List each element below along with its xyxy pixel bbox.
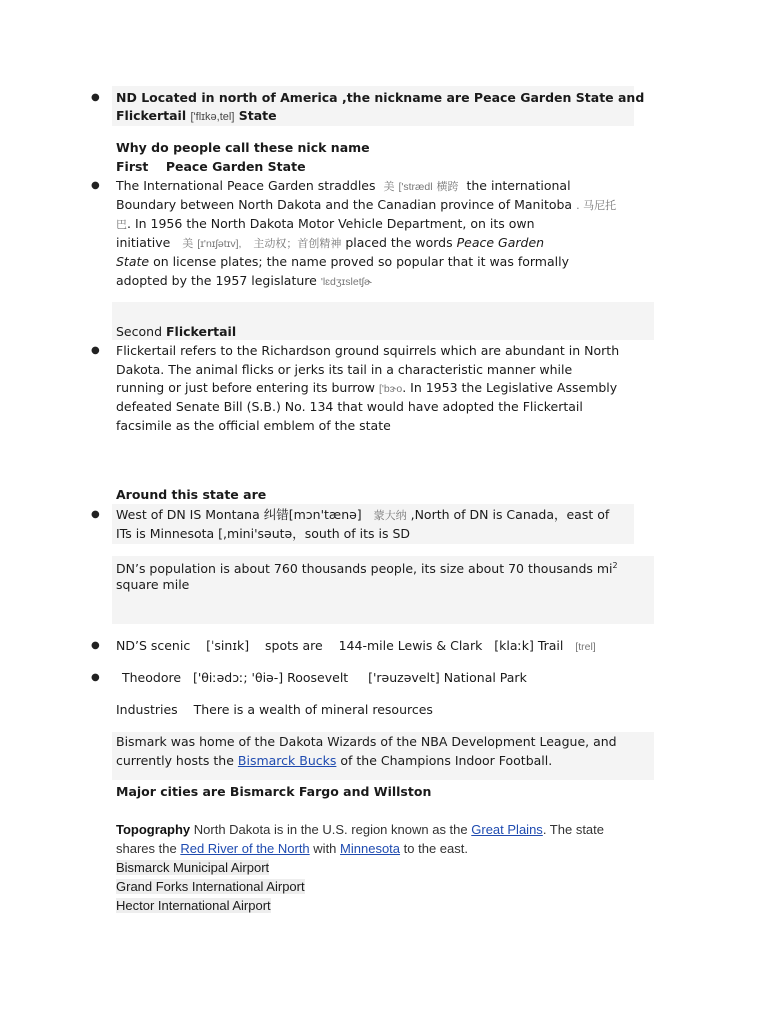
major-cities: Major cities are Bismarck Fargo and Willston xyxy=(116,784,432,799)
flicker-line-3 xyxy=(116,378,617,399)
industries-line xyxy=(116,700,433,719)
flicker-line-2: Dakota. The animal flicks or jerks its tail in a characteristic manner while xyxy=(116,362,573,377)
roosevelt-text: National Park xyxy=(443,670,527,685)
topography-label: Topography xyxy=(116,822,191,837)
scenic-text: ND’S scenic xyxy=(116,638,191,653)
peace-text: The International Peace Garden straddles xyxy=(116,178,376,193)
bullet: ● xyxy=(91,509,100,520)
airport-item xyxy=(116,896,271,915)
phonetic: ['strædl xyxy=(398,181,433,193)
peace-line-1 xyxy=(116,176,571,197)
peace-text: Boundary between North Dakota and the Canadian province of Manitoba xyxy=(116,197,573,212)
peace-text: placed the words xyxy=(345,235,453,250)
peace-text: initiative xyxy=(116,235,171,250)
bullet: ● xyxy=(91,672,100,683)
population-line-2: square mile xyxy=(116,577,190,592)
industries-text: There is a wealth of mineral resources xyxy=(193,702,433,717)
cn-gloss: 主动权；首创精神 xyxy=(253,237,342,250)
great-plains-link[interactable]: Great Plains xyxy=(471,822,543,837)
airport-name: Hector International Airport xyxy=(116,898,271,913)
phonetic: [klaːk] xyxy=(494,638,534,653)
minnesota-link[interactable]: Minnesota xyxy=(340,841,401,856)
phonetic: 'lɛdʒɪsletʃɚ xyxy=(320,276,372,288)
airport-name: Bismarck Municipal Airport xyxy=(116,860,270,875)
bismark-line-2 xyxy=(116,751,552,770)
airport-name: Grand Forks International Airport xyxy=(116,879,305,894)
peace-line-2 xyxy=(116,195,616,215)
population-text: DN’s population is about 760 thousands people, its size about 70 thousands mi xyxy=(116,561,613,577)
scenic-text: spots are xyxy=(265,638,323,653)
peace-line-4 xyxy=(116,233,544,254)
flicker-line-1: Flickertail refers to the Richardson ground squirrels which are abundant in North xyxy=(116,343,620,358)
industries-label: Industries xyxy=(116,702,178,717)
around-text: West of DN IS Montana 纠错[mɔn'tænə] xyxy=(116,507,362,522)
cn-gloss: 横跨 xyxy=(436,180,459,193)
airport-item xyxy=(116,877,305,896)
bullet: ● xyxy=(91,345,100,356)
flickertail-word: Flickertail xyxy=(116,108,187,123)
phonetic: [ɪ'nɪʃətɪv], xyxy=(197,238,242,250)
around-heading: Around this state are xyxy=(116,487,267,502)
phonetic: ['bɝo xyxy=(378,383,403,395)
peace-italic: Peace Garden xyxy=(456,235,545,250)
peace-text: . In 1956 the North Dakota Motor Vehicle Department, on its own xyxy=(127,216,535,231)
roosevelt-line xyxy=(122,668,527,687)
bismark-text: of the Champions Indoor Football. xyxy=(340,753,553,768)
scenic-text: Trail xyxy=(537,638,564,653)
red-river-link[interactable]: Red River of the North xyxy=(180,841,310,856)
cn-gloss: 美 xyxy=(182,237,194,250)
peace-line-6 xyxy=(116,271,372,292)
cn-gloss: 美 xyxy=(383,180,395,193)
first-label: First xyxy=(116,159,149,174)
peace-italic: State xyxy=(116,254,150,269)
flicker-text: . In 1953 the Legislative Assembly xyxy=(402,380,618,395)
bismark-line-1: Bismark was home of the Dakota Wizards of the NBA Development League, and xyxy=(116,734,617,749)
first-name: Peace Garden State xyxy=(165,159,306,174)
around-line-1 xyxy=(116,505,609,525)
peace-text: on license plates; the name proved so popular that it was formally xyxy=(153,254,569,269)
flicker-line-4: defeated Senate Bill (S.B.) No. 134 that would have adopted the Flickertail xyxy=(116,399,583,414)
airport-item xyxy=(116,858,269,877)
topography-text: to the east. xyxy=(403,841,468,856)
second-label: Second xyxy=(116,324,163,339)
state-word: State xyxy=(238,108,277,123)
population-line-1 xyxy=(116,556,618,578)
cn-gloss: 巴 xyxy=(116,218,127,231)
first-heading xyxy=(116,157,306,176)
cn-gloss: . 马尼托 xyxy=(576,199,617,212)
intro-line-2 xyxy=(116,106,277,127)
peace-text: adopted by the 1957 legislature xyxy=(116,273,317,288)
bismarck-bucks-link[interactable]: Bismarck Bucks xyxy=(237,753,337,768)
bullet: ● xyxy=(91,92,100,103)
roosevelt-text: Theodore xyxy=(122,670,182,685)
bullet: ● xyxy=(91,180,100,191)
bismark-text: currently hosts the xyxy=(116,753,234,768)
bullet: ● xyxy=(91,640,100,651)
peace-line-5 xyxy=(116,252,569,271)
topography-line-2 xyxy=(116,839,468,858)
roosevelt-text: Roosevelt xyxy=(287,670,349,685)
flicker-text: running or just before entering its burrow xyxy=(116,380,375,395)
intro-line-1: ND Located in north of America ,the nickname are Peace Garden State and xyxy=(116,90,645,105)
cn-gloss: 蒙大纳 xyxy=(373,509,407,522)
second-name: Flickertail xyxy=(166,324,237,339)
around-line-2: ITs is Minnesota [,mini'səutə，south of its is SD xyxy=(116,526,411,541)
second-heading xyxy=(116,322,236,341)
why-heading: Why do people call these nick name xyxy=(116,140,370,155)
topography-line-1 xyxy=(116,820,604,839)
peace-line-3 xyxy=(116,214,535,234)
superscript: 2 xyxy=(612,561,618,570)
phonetic: [ˈsinɪk] xyxy=(206,638,250,653)
phonetic: ['flɪkə,tel] xyxy=(190,111,235,123)
scenic-line xyxy=(116,636,596,657)
phonetic: [trel] xyxy=(575,641,596,653)
topography-text: shares the xyxy=(116,841,177,856)
around-text: ,North of DN is Canada，east of xyxy=(410,507,610,522)
topography-text: with xyxy=(313,841,337,856)
topography-text: . The state xyxy=(542,822,604,837)
flicker-line-5: facsimile as the official emblem of the state xyxy=(116,418,391,433)
phonetic: ['θiːədɔː; 'θiə-] xyxy=(192,670,284,685)
phonetic: ['rəuzəvelt] xyxy=(368,670,440,685)
scenic-text: 144-mile Lewis & Clark xyxy=(338,638,483,653)
peace-text: the international xyxy=(466,178,571,193)
topography-text: North Dakota is in the U.S. region known as the xyxy=(193,822,468,837)
